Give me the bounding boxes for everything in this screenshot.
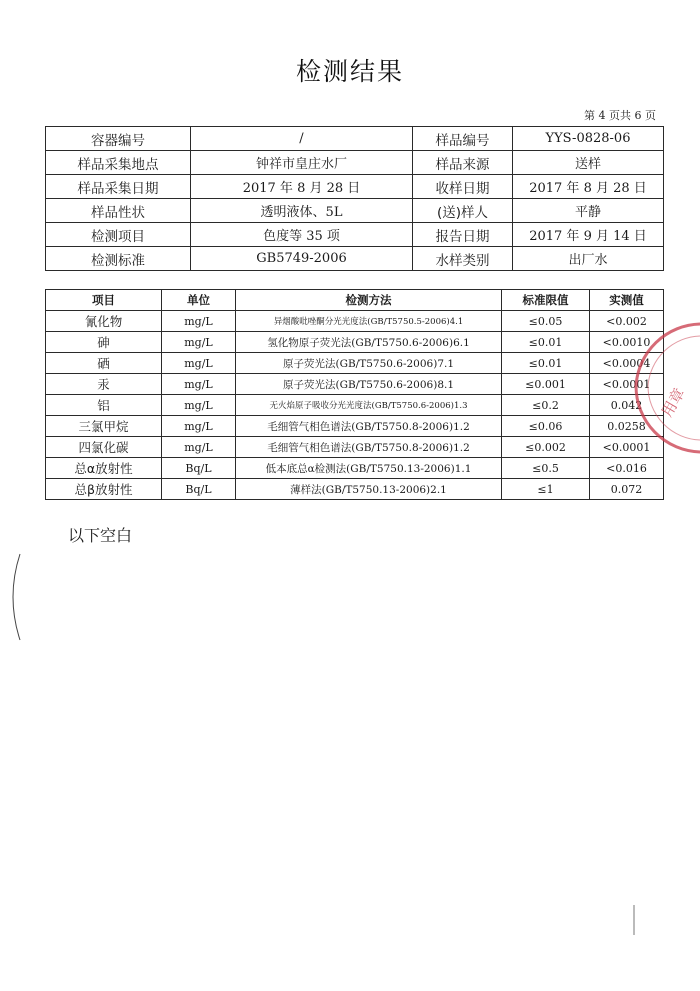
result-item: 三氯甲烷 (46, 416, 162, 437)
collect-date-label: 样品采集日期 (46, 175, 191, 199)
result-unit: Bq/L (162, 479, 236, 500)
result-value: <0.016 (590, 458, 664, 479)
result-unit: mg/L (162, 437, 236, 458)
result-value: 0.0258 (590, 416, 664, 437)
result-row (46, 458, 664, 479)
result-unit: mg/L (162, 416, 236, 437)
result-row (46, 416, 664, 437)
result-limit: ≤0.05 (502, 311, 590, 332)
location-label: 样品采集地点 (46, 151, 191, 175)
water-type-value: 出厂水 (513, 247, 664, 271)
result-row (46, 353, 664, 374)
page-title: 检测结果 (295, 57, 404, 86)
info-row (46, 247, 664, 271)
sender-value: 平静 (513, 199, 664, 223)
info-row (46, 127, 664, 151)
result-unit: mg/L (162, 332, 236, 353)
result-value: 0.072 (590, 479, 664, 500)
header-method: 检测方法 (236, 290, 502, 311)
blank-below-note: 以下空白 (68, 526, 133, 545)
result-method: 低本底总α检测法(GB/T5750.13-2006)1.1 (236, 458, 502, 479)
property-label: 样品性状 (46, 199, 191, 223)
container-no-label: 容器编号 (46, 127, 191, 151)
header-limit: 标准限值 (502, 290, 590, 311)
result-method: 毛细管气相色谱法(GB/T5750.8-2006)1.2 (236, 437, 502, 458)
result-unit: Bq/L (162, 458, 236, 479)
result-row (46, 395, 664, 416)
result-unit: mg/L (162, 353, 236, 374)
result-item: 总α放射性 (46, 458, 162, 479)
result-row (46, 311, 664, 332)
result-value: <0.002 (590, 311, 664, 332)
official-seal (630, 318, 700, 458)
result-item: 氰化物 (46, 311, 162, 332)
items-value: 色度等 35 项 (191, 223, 413, 247)
result-limit: ≤0.001 (502, 374, 590, 395)
result-item: 硒 (46, 353, 162, 374)
result-value: 0.042 (590, 395, 664, 416)
result-row (46, 437, 664, 458)
header-item: 项目 (46, 290, 162, 311)
items-label: 检测项目 (46, 223, 191, 247)
margin-arc (4, 552, 24, 642)
result-row (46, 374, 664, 395)
result-item: 铝 (46, 395, 162, 416)
sender-label: (送)样人 (413, 199, 513, 223)
location-value: 钟祥市皇庄水厂 (191, 151, 413, 175)
info-row (46, 223, 664, 247)
result-method: 毛细管气相色谱法(GB/T5750.8-2006)1.2 (236, 416, 502, 437)
sample-info-table (45, 126, 664, 271)
result-limit: ≤0.01 (502, 353, 590, 374)
standard-value: GB5749-2006 (191, 247, 413, 271)
result-value: <0.0001 (590, 374, 664, 395)
result-method: 异烟酸吡唑酮分光光度法(GB/T5750.5-2006)4.1 (236, 311, 502, 332)
result-method: 无火焰原子吸收分光光度法(GB/T5750.6-2006)1.3 (236, 395, 502, 416)
result-value: <0.0004 (590, 353, 664, 374)
receive-date-value: 2017 年 8 月 28 日 (513, 175, 664, 199)
info-row (46, 175, 664, 199)
seal-text: 用章 (657, 385, 689, 420)
page-number: 第 4 页共 6 页 (584, 109, 656, 122)
result-method: 氢化物原子荧光法(GB/T5750.6-2006)6.1 (236, 332, 502, 353)
results-table (45, 289, 664, 500)
property-value: 透明液体、5L (191, 199, 413, 223)
result-value: <0.0001 (590, 437, 664, 458)
result-unit: mg/L (162, 374, 236, 395)
result-limit: ≤0.2 (502, 395, 590, 416)
result-value: <0.0010 (590, 332, 664, 353)
result-row (46, 332, 664, 353)
collect-date-value: 2017 年 8 月 28 日 (191, 175, 413, 199)
source-label: 样品来源 (413, 151, 513, 175)
result-item: 汞 (46, 374, 162, 395)
report-date-label: 报告日期 (413, 223, 513, 247)
sample-no-label: 样品编号 (413, 127, 513, 151)
result-row (46, 479, 664, 500)
result-method: 原子荧光法(GB/T5750.6-2006)8.1 (236, 374, 502, 395)
info-row (46, 151, 664, 175)
receive-date-label: 收样日期 (413, 175, 513, 199)
result-limit: ≤0.01 (502, 332, 590, 353)
result-unit: mg/L (162, 395, 236, 416)
sample-no-value: YYS-0828-06 (513, 127, 664, 151)
result-unit: mg/L (162, 311, 236, 332)
info-row (46, 199, 664, 223)
header-value: 实测值 (590, 290, 664, 311)
result-method: 薄样法(GB/T5750.13-2006)2.1 (236, 479, 502, 500)
result-limit: ≤0.5 (502, 458, 590, 479)
result-item: 总β放射性 (46, 479, 162, 500)
water-type-label: 水样类别 (413, 247, 513, 271)
result-item: 四氯化碳 (46, 437, 162, 458)
report-date-value: 2017 年 9 月 14 日 (513, 223, 664, 247)
results-header-row (46, 290, 664, 311)
result-method: 原子荧光法(GB/T5750.6-2006)7.1 (236, 353, 502, 374)
result-limit: ≤0.06 (502, 416, 590, 437)
standard-label: 检测标准 (46, 247, 191, 271)
header-unit: 单位 (162, 290, 236, 311)
margin-tick (630, 905, 638, 935)
result-limit: ≤0.002 (502, 437, 590, 458)
result-item: 砷 (46, 332, 162, 353)
result-limit: ≤1 (502, 479, 590, 500)
container-no-value: / (191, 127, 413, 151)
source-value: 送样 (513, 151, 664, 175)
